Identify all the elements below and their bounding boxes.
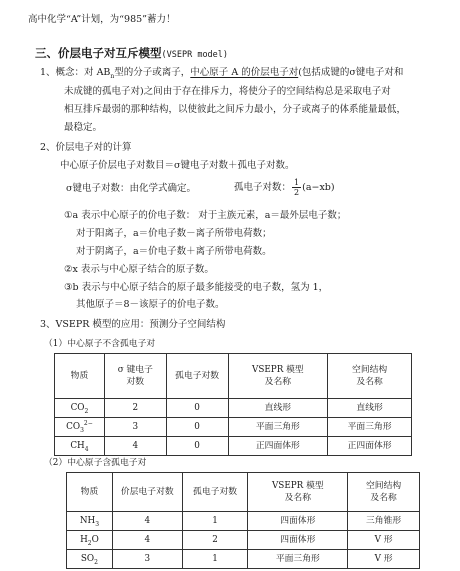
calc-a-anion: 对于阴离子，a＝价电子数＋离子所带电荷数。	[76, 246, 272, 257]
species-sub: 4	[84, 445, 89, 453]
calc-lone-label: 孤电子对数：	[234, 182, 292, 193]
calc-a-def: ①a 表示中心原子的价电子数： 对于主族元素，a＝最外层电子数；	[64, 210, 347, 221]
table1	[54, 353, 412, 456]
table-cell-shape: V 形	[348, 531, 420, 550]
concept-line-3: 相互排斥最弱的那种结构，以使彼此之间斥力最小，分子或离子的体系能量最低，	[64, 104, 407, 115]
application-title: 3、VSEPR 模型的应用：预测分子空间结构	[40, 319, 226, 330]
table-cell-valence: 4	[112, 512, 182, 531]
species-sub: 2	[84, 407, 89, 415]
calc-formula: 中心原子价层电子对数目＝σ键电子对数＋孤电子对数。	[60, 160, 295, 171]
species-sub: 2	[87, 539, 92, 547]
table-cell-valence: 4	[112, 531, 182, 550]
table-cell-vsepr: 平面三角形	[228, 418, 328, 437]
table2	[66, 472, 420, 569]
table-cell-lone: 1	[182, 512, 248, 531]
table-row	[55, 437, 412, 456]
table1-header-sigma: σ 键电子 对数	[104, 354, 166, 399]
calc-b-def: ③b 表示与中心原子结合的原子最多能接受的电子数，氢为 1，	[64, 282, 329, 293]
table-cell-sigma: 2	[104, 399, 166, 418]
table-cell-shape: 正四面体形	[328, 437, 412, 456]
table-cell-species	[67, 550, 113, 569]
calc-title: 2、价层电子对的计算	[40, 142, 132, 153]
table2-header-lone: 孤电子对数	[182, 473, 248, 512]
calc-frac-num: 1	[294, 178, 300, 187]
concept-mid: 型的分子或离子，	[114, 67, 191, 78]
table-cell-vsepr: 四面体形	[248, 531, 348, 550]
species-sub: 2	[94, 558, 98, 566]
species-text: NH	[79, 516, 96, 526]
concept-rest: (包括成键的σ键电子对和	[298, 67, 404, 78]
section-title	[35, 42, 228, 61]
calc-a-cation: 对于阳离子，a＝价电子数－离子所带电荷数；	[76, 228, 272, 239]
table2-header-species: 物质	[67, 473, 113, 512]
species-sub: 3	[80, 426, 84, 434]
table1-header-shape: 空间结构 及名称	[328, 354, 412, 399]
table-cell-valence: 3	[112, 550, 182, 569]
species-text: CH	[70, 441, 85, 451]
page-header: 高中化学“A”计划，为“985”蓄力！	[28, 14, 176, 25]
table1-header-vsepr: VSEPR 模型 及名称	[228, 354, 328, 399]
table-cell-vsepr: 正四面体形	[228, 437, 328, 456]
table1-header-species: 物质	[55, 354, 105, 399]
species-tail: O	[91, 535, 99, 545]
species-text: SO	[80, 554, 95, 564]
table-cell-lone: 0	[166, 418, 228, 437]
concept-underlined: 中心原子 A 的价层电子对	[190, 67, 299, 78]
table1-header-lone: 孤电子对数	[166, 354, 228, 399]
table-cell-shape: 平面三角形	[328, 418, 412, 437]
concept-line-2: 未成键的孤电子对)之间由于存在排斥力，将使分子的空间结构总是采取电子对	[64, 86, 391, 97]
table-cell-shape: 直线形	[328, 399, 412, 418]
table-cell-lone: 0	[166, 437, 228, 456]
concept-sub-n: n	[110, 72, 115, 80]
calc-fraction	[292, 178, 301, 197]
table2-header-vsepr: VSEPR 模型 及名称	[248, 473, 348, 512]
table-cell-lone: 0	[166, 399, 228, 418]
table2-caption: （2）中心原子含孤电子对	[44, 458, 147, 468]
table-cell-vsepr: 四面体形	[248, 512, 348, 531]
calc-x-def: ②x 表示与中心原子结合的原子数。	[64, 264, 214, 275]
table-cell-species	[55, 418, 105, 437]
table-cell-lone: 2	[182, 531, 248, 550]
table-row	[55, 418, 412, 437]
species-text: CO	[70, 403, 85, 413]
table-cell-species	[67, 531, 113, 550]
table-row	[67, 512, 420, 531]
table1-caption: （1）中心原子不含孤电子对	[44, 339, 156, 349]
table-cell-species	[67, 512, 113, 531]
table-cell-species	[55, 399, 105, 418]
section-subtitle: (VSEPR model)	[161, 50, 229, 60]
concept-label: 1、概念：对 AB	[40, 67, 111, 78]
table2-header-row	[67, 473, 420, 512]
table-cell-sigma: 3	[104, 418, 166, 437]
table1-header-row	[55, 354, 412, 399]
table2-header-shape: 空间结构 及名称	[348, 473, 420, 512]
table-cell-vsepr: 平面三角形	[248, 550, 348, 569]
concept-line-1	[40, 67, 403, 79]
species-text: H	[80, 535, 88, 545]
table-cell-shape: V 形	[348, 550, 420, 569]
table-cell-shape: 三角锥形	[348, 512, 420, 531]
calc-sigma: σ键电子对数：由化学式确定。	[66, 183, 196, 194]
table2-header-valence: 价层电子对数	[112, 473, 182, 512]
calc-frac-den: 2	[294, 188, 300, 197]
section-title-text: 三、价层电子对互斥模型	[35, 46, 162, 60]
species-text: CO	[66, 422, 81, 432]
calc-lone-expr: (a−xb)	[302, 182, 335, 193]
species-sup: 2−	[83, 420, 93, 428]
table-row	[67, 531, 420, 550]
table-cell-vsepr: 直线形	[228, 399, 328, 418]
table-row	[67, 550, 420, 569]
table-cell-species	[55, 437, 105, 456]
concept-line-4: 最稳定。	[64, 122, 103, 133]
calc-lone	[234, 178, 335, 197]
table-row	[55, 399, 412, 418]
species-sub: 3	[95, 520, 100, 528]
calc-b-other: 其他原子＝8－该原子的价电子数。	[76, 299, 225, 310]
table-cell-lone: 1	[182, 550, 248, 569]
table-cell-sigma: 4	[104, 437, 166, 456]
